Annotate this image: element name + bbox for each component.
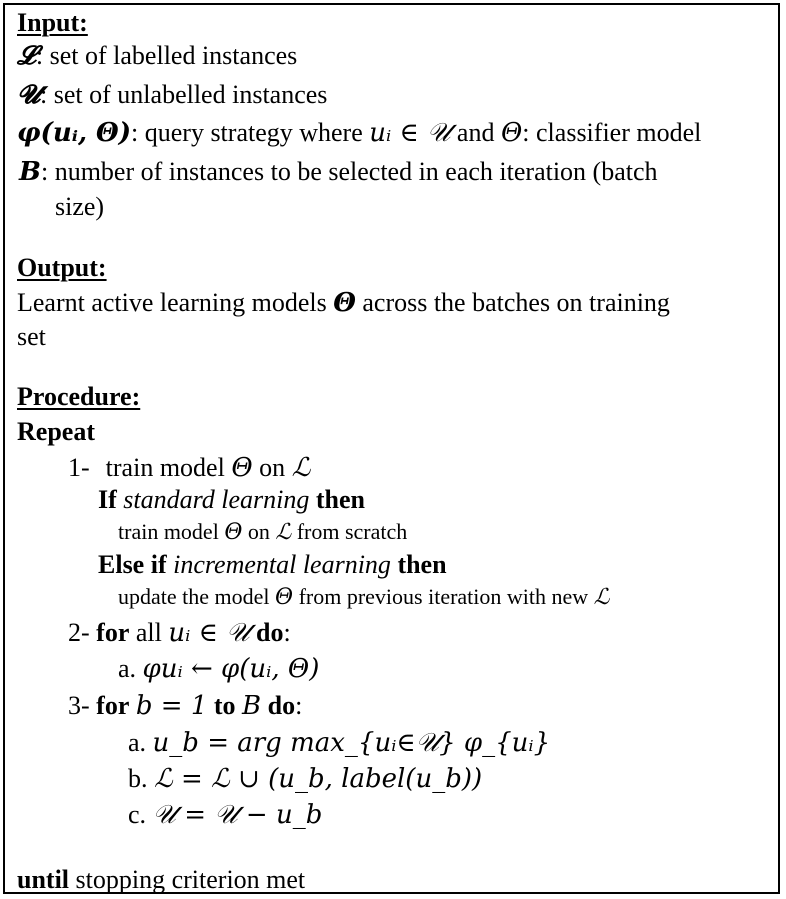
step-1-text: train model bbox=[105, 453, 232, 482]
step-1 bbox=[68, 455, 310, 481]
step-3-colon: : bbox=[295, 691, 303, 720]
step-2-number: 2- bbox=[68, 618, 90, 647]
then-keyword: then bbox=[315, 485, 366, 514]
output-theta: Θ bbox=[333, 288, 356, 318]
procedure-heading: Procedure: bbox=[17, 382, 141, 411]
step-3-number: 3- bbox=[68, 691, 90, 720]
phi-description: : query strategy where bbox=[131, 118, 370, 147]
step-1-number: 1- bbox=[68, 453, 90, 482]
step-3-to: to bbox=[213, 691, 236, 720]
elseif-action-text: update the model bbox=[118, 584, 276, 609]
B-description: : number of instances to be selected in each iteration (batch bbox=[40, 157, 658, 186]
step-3b-label: b. bbox=[128, 764, 148, 793]
input-B-line bbox=[19, 159, 658, 185]
step-3a-label: a. bbox=[128, 728, 147, 757]
if-line bbox=[98, 487, 365, 513]
if-action-tail: from scratch bbox=[291, 519, 408, 544]
step-3c-label: c. bbox=[128, 800, 147, 829]
if-action-L: ℒ bbox=[275, 520, 292, 545]
step-3 bbox=[68, 693, 302, 719]
B-symbol: B bbox=[19, 157, 41, 187]
step-2-condition: uᵢ ∈ 𝒰 bbox=[168, 618, 250, 648]
U-description: : set of unlabelled instances bbox=[40, 80, 328, 109]
if-action-theta: Θ bbox=[224, 520, 243, 545]
phi-tail: : classifier model bbox=[522, 118, 702, 147]
input-U-line bbox=[17, 82, 327, 108]
if-action-on: on bbox=[242, 519, 276, 544]
input-heading: Input: bbox=[17, 8, 88, 37]
output-text-a: Learnt active learning models bbox=[17, 288, 334, 317]
step-2a-label: a. bbox=[118, 654, 137, 683]
U-symbol: 𝓤 bbox=[17, 80, 41, 110]
step-2a-expression: φuᵢ ← φ(uᵢ, Θ) bbox=[142, 654, 320, 684]
input-phi-line bbox=[17, 120, 701, 146]
phi-and: and bbox=[450, 118, 501, 147]
input-L-line bbox=[17, 43, 297, 69]
step-3a bbox=[128, 730, 550, 756]
step-1-on: on bbox=[252, 453, 292, 482]
step-3-do: do bbox=[267, 691, 296, 720]
step-3b-expression: ℒ = ℒ ∪ (u_b, label(u_b)) bbox=[154, 764, 483, 794]
L-symbol: 𝓛 bbox=[17, 41, 36, 71]
step-3c-expression: 𝒰 = 𝒰 − u_b bbox=[152, 800, 323, 830]
phi-theta: Θ bbox=[500, 118, 523, 148]
step-2-for: for bbox=[96, 618, 130, 647]
step-2-colon: : bbox=[283, 618, 291, 647]
step-3-B: B bbox=[242, 691, 262, 721]
step-2 bbox=[68, 620, 291, 646]
if-action-text: train model bbox=[118, 519, 225, 544]
until-line bbox=[17, 867, 305, 893]
elseif-condition: incremental learning bbox=[173, 550, 391, 579]
output-line-1 bbox=[17, 290, 670, 316]
step-2-do: do bbox=[256, 618, 284, 647]
if-condition: standard learning bbox=[123, 485, 310, 514]
step-2a bbox=[118, 656, 319, 682]
step-3-range: b = 1 bbox=[135, 691, 208, 721]
output-line-2: set bbox=[17, 322, 46, 351]
if-action bbox=[118, 521, 407, 544]
elseif-action-L: ℒ bbox=[593, 585, 610, 610]
output-heading: Output: bbox=[17, 253, 107, 282]
step-1-L: ℒ bbox=[291, 453, 311, 483]
repeat-keyword: Repeat bbox=[17, 417, 95, 446]
elseif-keyword: Else if bbox=[98, 550, 167, 579]
until-keyword: until bbox=[17, 865, 70, 894]
until-text: stopping criterion met bbox=[69, 865, 306, 894]
elseif-then-keyword: then bbox=[397, 550, 447, 579]
elseif-line bbox=[98, 552, 447, 578]
step-3c bbox=[128, 802, 322, 828]
step-1-theta: Θ bbox=[231, 453, 253, 483]
step-3b bbox=[128, 766, 482, 792]
step-3a-expression: u_b = arg max_{uᵢ∈𝒰} φ_{uᵢ} bbox=[152, 728, 551, 758]
phi-symbol: φ(uᵢ, Θ) bbox=[17, 118, 132, 148]
step-2-all: all bbox=[129, 618, 169, 647]
L-description: : set of labelled instances bbox=[35, 41, 298, 70]
elseif-action bbox=[118, 586, 610, 609]
elseif-action-theta: Θ bbox=[275, 585, 294, 610]
step-3-for: for bbox=[96, 691, 130, 720]
output-text-b: across the batches on training bbox=[355, 288, 670, 317]
phi-condition: uᵢ ∈ 𝒰 bbox=[369, 118, 451, 148]
elseif-action-tail: from previous iteration with new bbox=[293, 584, 594, 609]
input-B-continuation: size) bbox=[55, 192, 105, 221]
if-keyword: If bbox=[98, 485, 117, 514]
